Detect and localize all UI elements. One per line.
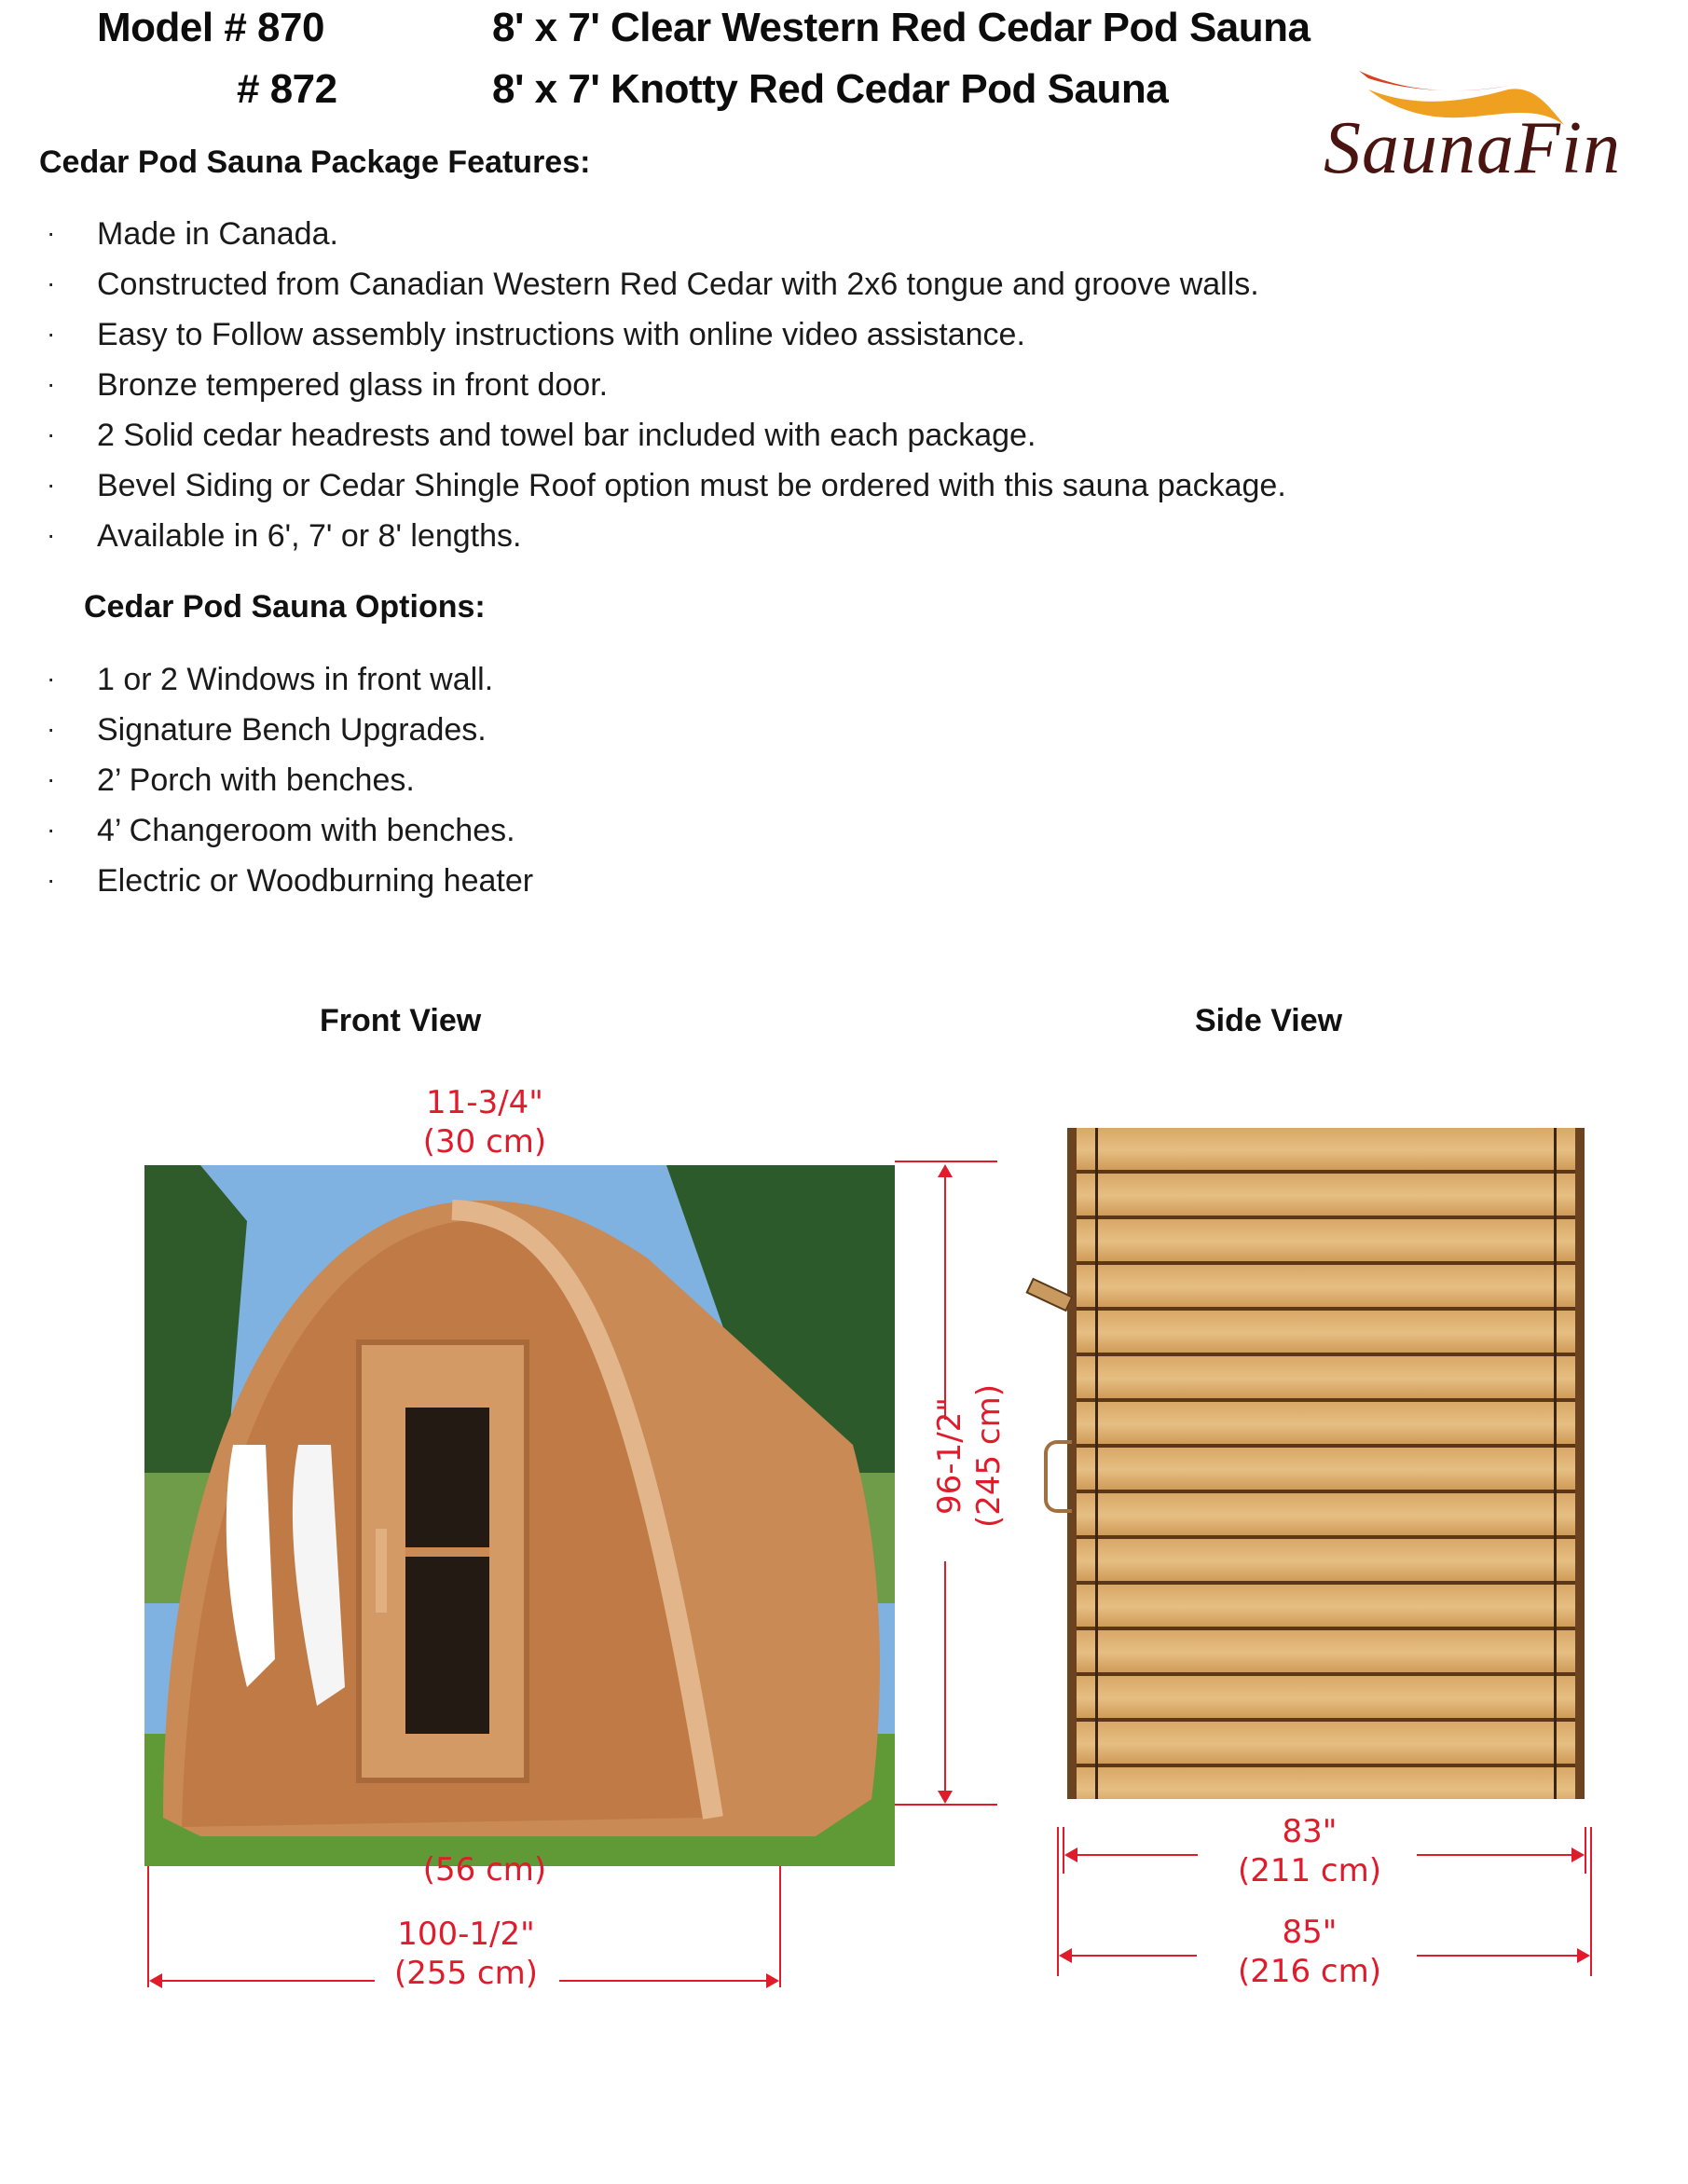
model-description-872: 8' x 7' Knotty Red Cedar Pod Sauna: [492, 66, 1169, 112]
list-item: ·: [47, 319, 56, 348]
list-item: ·: [47, 664, 56, 693]
inner-dim-line-right: [1417, 1854, 1581, 1856]
list-item: ·: [47, 865, 56, 894]
side-view-title: Side View: [1195, 1003, 1343, 1038]
option-item: 2’ Porch with benches.: [97, 762, 415, 798]
arrow-left-icon: [149, 1973, 162, 1988]
width-line-right: [559, 1980, 775, 1982]
front-top-dimension: 11-3/4" (30 cm): [422, 1084, 547, 1161]
feature-item: Easy to Follow assembly instructions with online video assistance.: [97, 317, 1025, 352]
width-line-left: [151, 1980, 375, 1982]
handle-icon: [1044, 1440, 1072, 1513]
model-number-870: Model # 870: [97, 5, 324, 50]
side-inner-dimension: 83" (211 cm): [1237, 1813, 1382, 1889]
feature-item: Constructed from Canadian Western Red Cedar with 2x6 tongue and groove walls.: [97, 267, 1259, 302]
arrow-down-icon: [938, 1791, 953, 1804]
extension-line-left: [147, 1866, 149, 1987]
feature-item: Bevel Siding or Cedar Shingle Roof option must be ordered with this sauna package.: [97, 468, 1286, 503]
list-item: ·: [47, 268, 56, 297]
feature-item: 2 Solid cedar headrests and towel bar included with each package.: [97, 418, 1036, 453]
extension-line-right: [779, 1866, 781, 1987]
model-number-872: # 872: [237, 66, 337, 112]
option-item: 4’ Changeroom with benches.: [97, 813, 515, 848]
logo-text: SaunaFin: [1324, 107, 1622, 189]
option-item: Signature Bench Upgrades.: [97, 712, 487, 748]
list-item: ·: [47, 419, 56, 448]
option-item: Electric or Woodburning heater: [97, 863, 534, 899]
list-item: ·: [47, 520, 56, 549]
feature-item: Bronze tempered glass in front door.: [97, 367, 609, 403]
extension-line-outer-right: [1590, 1827, 1592, 1976]
options-heading: Cedar Pod Sauna Options:: [84, 589, 486, 625]
side-outer-dimension: 85" (216 cm): [1237, 1914, 1382, 1990]
list-item: ·: [47, 764, 56, 793]
arrow-right-icon: [1577, 1948, 1590, 1963]
feature-item: Made in Canada.: [97, 216, 338, 252]
features-heading: Cedar Pod Sauna Package Features:: [39, 144, 591, 180]
option-item: 1 or 2 Windows in front wall.: [97, 662, 494, 697]
front-view-photo: [144, 1165, 895, 1866]
inner-dim-line-left: [1067, 1854, 1198, 1856]
model-description-870: 8' x 7' Clear Western Red Cedar Pod Sauna: [492, 5, 1311, 50]
list-item: ·: [47, 369, 56, 398]
front-view-title: Front View: [320, 1003, 482, 1038]
arrow-up-icon: [938, 1164, 953, 1177]
headrest-icon: [1025, 1278, 1073, 1312]
pod-sauna-illustration: [144, 1165, 895, 1866]
front-inner-dimension: (56 cm): [422, 1851, 547, 1889]
list-item: ·: [47, 714, 56, 743]
extension-line-inner-right: [1585, 1827, 1586, 1874]
feature-item: Available in 6', 7' or 8' lengths.: [97, 518, 522, 554]
list-item: ·: [47, 815, 56, 844]
side-view-drawing: [1067, 1128, 1585, 1799]
arrow-left-icon: [1064, 1847, 1077, 1862]
front-height-dimension: 96-1/2" (245 cm): [931, 1383, 1008, 1529]
list-item: ·: [47, 470, 56, 499]
outer-dim-line-right: [1417, 1955, 1588, 1957]
outer-dim-line-left: [1061, 1955, 1197, 1957]
front-width-dimension: 100-1/2" (255 cm): [393, 1916, 539, 1992]
arrow-right-icon: [1571, 1847, 1585, 1862]
arrow-left-icon: [1059, 1948, 1072, 1963]
list-item: ·: [47, 218, 56, 247]
arrow-right-icon: [766, 1973, 779, 1988]
saunafin-logo: [1324, 65, 1678, 196]
